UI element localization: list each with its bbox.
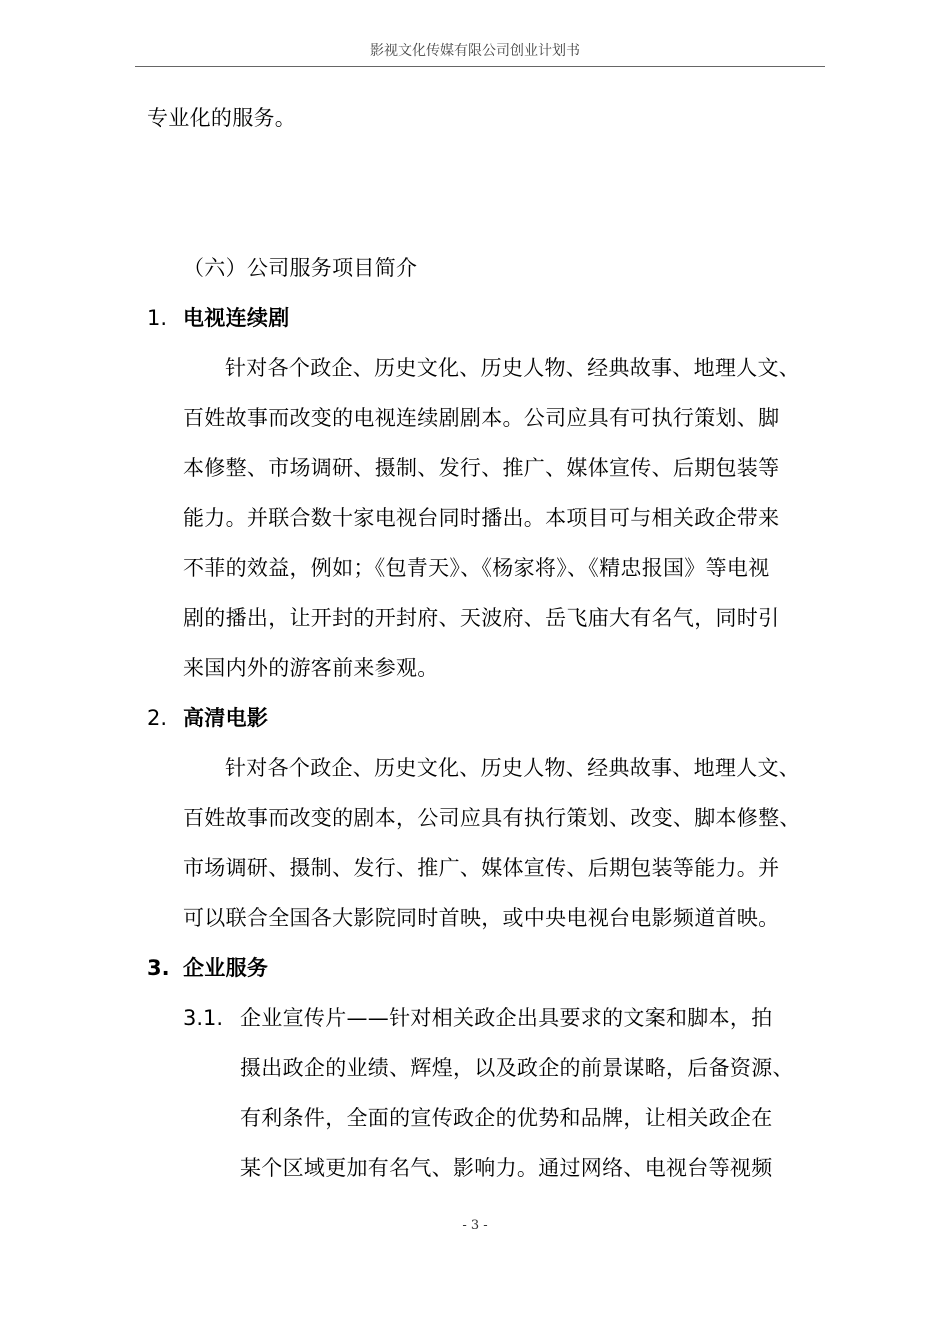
- paragraph-line: 来国内外的游客前来参观。: [183, 656, 439, 680]
- subitem-number: 3.1.: [183, 1006, 224, 1030]
- item-number: 2.: [147, 706, 168, 730]
- paragraph-line: 百姓故事而改变的剧本，公司应具有执行策划、改变、脚本修整、: [183, 806, 801, 830]
- running-header: 影视文化传媒有限公司创业计划书: [370, 43, 580, 59]
- paragraph-line: 企业宣传片——针对相关政企出具要求的文案和脚本，拍: [240, 1006, 773, 1030]
- paragraph-line: 不菲的效益，例如；《包青天》、《杨家将》、《精忠报国》等电视: [183, 556, 770, 580]
- paragraph-line: 针对各个政企、历史文化、历史人物、经典故事、地理人文、: [225, 356, 801, 380]
- item-title: 电视连续剧: [183, 306, 290, 330]
- paragraph-line: 某个区域更加有名气、影响力。通过网络、电视台等视频: [240, 1156, 773, 1180]
- paragraph-line: 能力。并联合数十家电视台同时播出。本项目可与相关政企带来: [183, 506, 780, 530]
- paragraph-line: 剧的播出，让开封的开封府、天波府、岳飞庙大有名气，同时引: [183, 606, 780, 630]
- page-number: - 3 -: [462, 1218, 488, 1233]
- item-number: 3.: [147, 956, 170, 980]
- section-heading: （六）公司服务项目简介: [183, 256, 418, 280]
- paragraph-line: 针对各个政企、历史文化、历史人物、经典故事、地理人文、: [225, 756, 801, 780]
- paragraph-line: 百姓故事而改变的电视连续剧剧本。公司应具有可执行策划、脚: [183, 406, 780, 430]
- paragraph-line: 市场调研、摄制、发行、推广、媒体宣传、后期包装等能力。并: [183, 856, 780, 880]
- paragraph-line: 可以联合全国各大影院同时首映，或中央电视台电影频道首映。: [183, 906, 780, 930]
- continuation-line: 专业化的服务。: [147, 106, 297, 130]
- item-title: 高清电影: [183, 706, 269, 730]
- item-number: 1.: [147, 306, 168, 330]
- item-title: 企业服务: [183, 956, 269, 980]
- paragraph-line: 摄出政企的业绩、辉煌，以及政企的前景谋略，后备资源、: [240, 1056, 794, 1080]
- paragraph-line: 本修整、市场调研、摄制、发行、推广、媒体宣传、后期包装等: [183, 456, 780, 480]
- paragraph-line: 有利条件，全面的宣传政企的优势和品牌，让相关政企在: [240, 1106, 773, 1130]
- header-rule: [135, 66, 825, 67]
